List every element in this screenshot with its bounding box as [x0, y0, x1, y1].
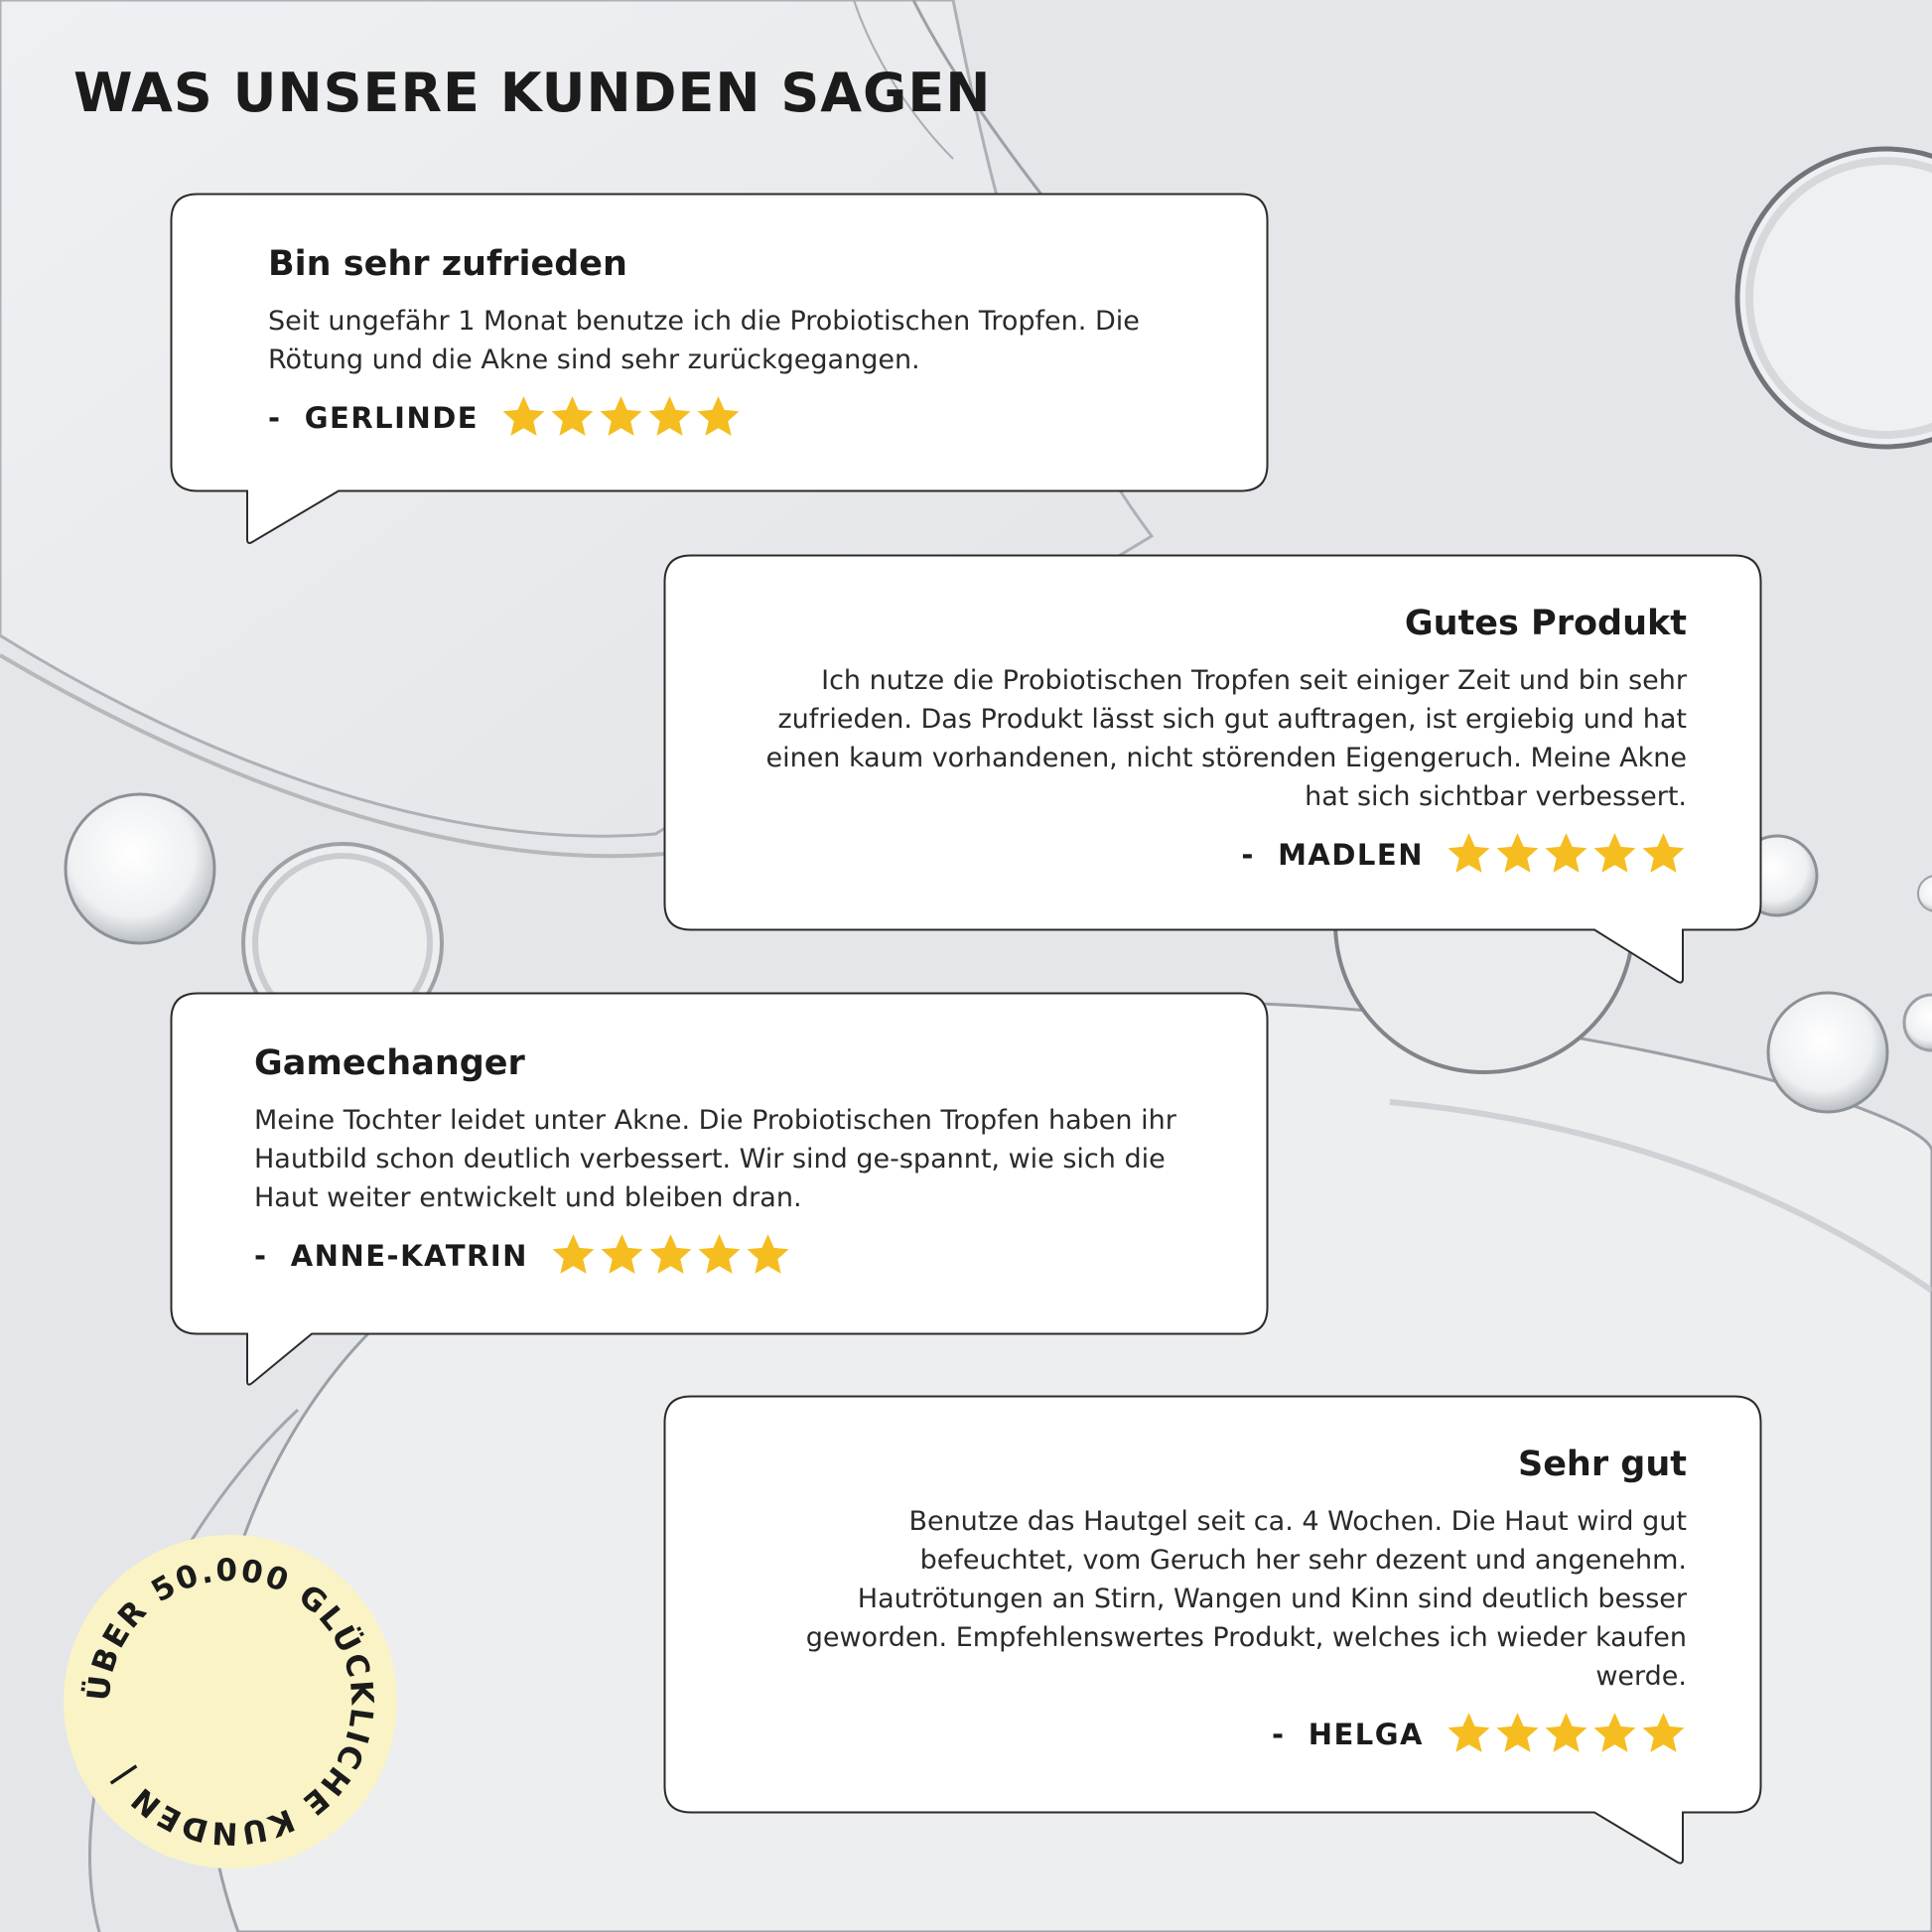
star-icon: [1591, 832, 1638, 877]
star-icon: [1591, 1712, 1638, 1756]
star-rating: [500, 395, 742, 440]
review-card: [663, 554, 1762, 983]
star-icon: [1543, 832, 1589, 877]
star-icon: [695, 395, 742, 440]
review-title: Sehr gut: [1517, 1445, 1687, 1484]
review-text: Meine Tochter leidet unter Akne. Die Probiotischen Tropfen haben ihr Hautbild schon deutlich verbessert. Wir sind ge-spannt, wie sich die Haut weiter entwickelt und bleiben dran.: [254, 1105, 1176, 1213]
star-icon: [1494, 832, 1541, 877]
star-icon: [599, 1233, 645, 1278]
star-rating: [550, 1233, 791, 1278]
star-icon: [1640, 832, 1687, 877]
review-author: - MADLEN: [1241, 837, 1424, 872]
review-text: Ich nutze die Probiotischen Tropfen seit einiger Zeit und bin sehr zufrieden. Das Produkt lässt sich gut auftragen, ist ergiebig und hat einen kaum vorhandenen, nicht störenden Eigengeruch. Meine Akne hat sich sichtbar verbessert.: [765, 665, 1687, 812]
badge-text: ÜBER 50.000 GLÜCKLICHE KUNDEN |: [80, 1552, 380, 1852]
review-title: Gamechanger: [254, 1043, 525, 1083]
review-author: - ANNE-KATRIN: [254, 1238, 528, 1273]
star-rating: [1446, 1712, 1687, 1756]
review-card: [663, 1395, 1762, 1863]
star-icon: [1494, 1712, 1541, 1756]
star-icon: [1640, 1712, 1687, 1756]
review-author-line: [268, 395, 1201, 440]
review-author-line: [254, 1233, 1207, 1278]
review-author-line: [754, 1712, 1687, 1756]
star-icon: [500, 395, 547, 440]
star-rating: [1446, 832, 1687, 877]
star-icon: [549, 395, 596, 440]
review-card: [170, 992, 1269, 1387]
star-icon: [1543, 1712, 1589, 1756]
review-author: - GERLINDE: [268, 400, 480, 435]
page-title: WAS UNSERE KUNDEN SAGEN: [73, 62, 992, 124]
star-icon: [745, 1233, 791, 1278]
review-card: [170, 193, 1269, 546]
star-icon: [647, 1233, 694, 1278]
happy-customers-badge: [62, 1533, 399, 1870]
review-title: Bin sehr zufrieden: [268, 244, 627, 284]
review-title: Gutes Produkt: [1404, 604, 1687, 643]
star-icon: [1446, 832, 1492, 877]
star-icon: [1446, 1712, 1492, 1756]
review-author: - HELGA: [1271, 1717, 1424, 1751]
star-icon: [550, 1233, 597, 1278]
review-text: Benutze das Hautgel seit ca. 4 Wochen. Die Haut wird gut befeuchtet, vom Geruch her sehr dezent und angenehm. Hautrötungen an Stirn, Wangen und Kinn sind deutlich besser geworden. Empfehlenswertes Produkt, welches ich wieder kaufen werde.: [805, 1506, 1687, 1692]
star-icon: [598, 395, 644, 440]
star-icon: [696, 1233, 743, 1278]
star-icon: [646, 395, 693, 440]
review-text: Seit ungefähr 1 Monat benutze ich die Probiotischen Tropfen. Die Rötung und die Akne sind sehr zurückgegangen.: [268, 306, 1140, 375]
review-author-line: [734, 832, 1687, 877]
